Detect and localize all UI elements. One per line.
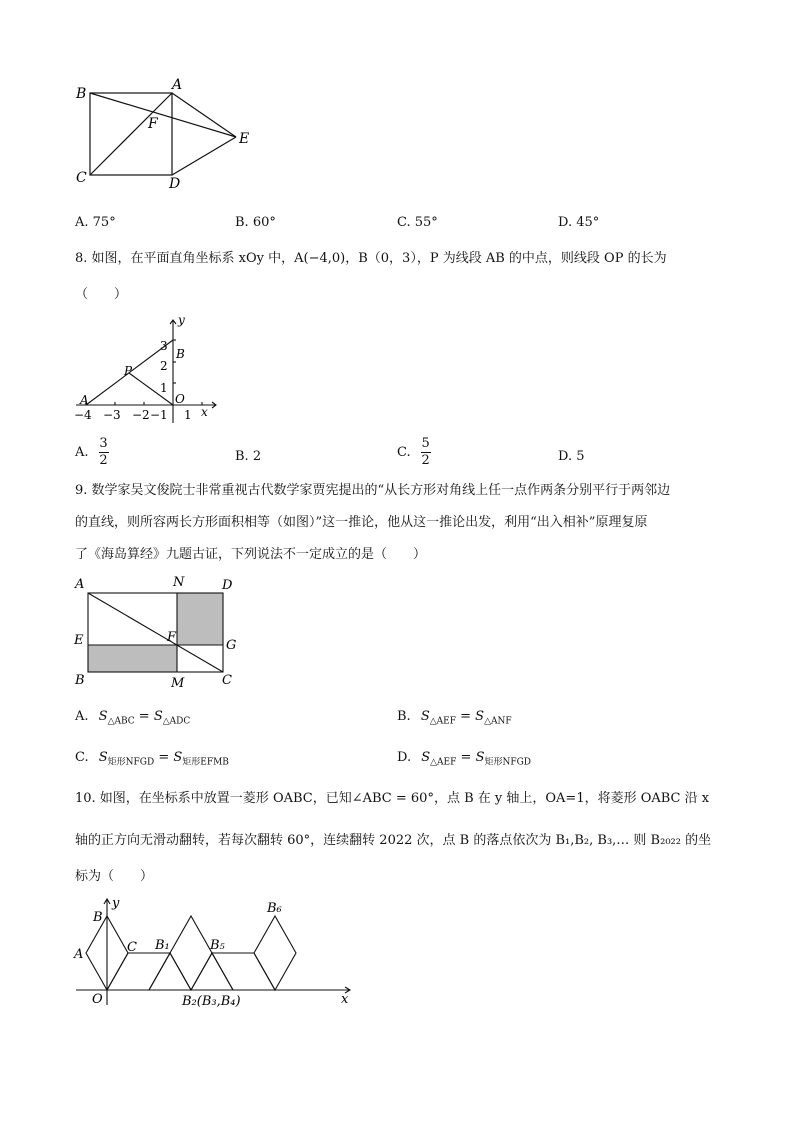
q8-option-a bbox=[75, 436, 109, 469]
q8-option-c-fraction bbox=[421, 436, 431, 469]
q8-tick-x-neg3: −3 bbox=[103, 408, 121, 422]
q10-question-line-3: 标为（ ） bbox=[75, 869, 154, 884]
q8-axis-x: x bbox=[201, 405, 208, 419]
q10-label-A: A bbox=[74, 947, 84, 962]
q9-option-c-lhs: 矩形NFGD bbox=[107, 757, 155, 768]
q8-tick-x-neg4: −4 bbox=[74, 408, 92, 422]
q8-tick-y-3: 3 bbox=[160, 339, 168, 353]
q9-option-b-lhs: △AEF bbox=[429, 716, 456, 727]
q8-option-a-prefix: A. bbox=[75, 445, 89, 460]
q7-label-D: D bbox=[169, 176, 181, 192]
q9-option-a-rhs: △ADC bbox=[162, 716, 191, 727]
q9-option-a: A. $S_{\triangle ABC} = S_{\triangle ADC}$ bbox=[75, 709, 191, 727]
q9-label-G: G bbox=[226, 638, 237, 653]
q9-option-b-rhs: △ANF bbox=[484, 716, 512, 727]
q9-label-F: F bbox=[167, 630, 177, 645]
q10-label-B2: B₂(B₃,B₄) bbox=[182, 994, 241, 1009]
q9-label-M: M bbox=[171, 676, 185, 691]
q7-label-F: F bbox=[148, 116, 158, 132]
q8-option-a-denominator: 2 bbox=[99, 453, 108, 468]
q9-option-c: C. $S_{矩形NFGD} = S_{矩形EFMB}$ bbox=[75, 750, 229, 768]
q8-tick-x-1: 1 bbox=[184, 408, 192, 422]
q10-axis-y: y bbox=[112, 896, 120, 911]
q10-label-B: B bbox=[93, 910, 103, 925]
q7-label-E: E bbox=[239, 131, 250, 147]
q9-option-d-lhs: △AEF bbox=[430, 757, 457, 768]
q9-label-E: E bbox=[74, 633, 84, 648]
q8-tick-x-neg1: −1 bbox=[150, 408, 168, 422]
q9-option-b-label: B. bbox=[397, 709, 411, 724]
q8-option-b: B. 2 bbox=[235, 449, 262, 464]
q8-label-O: O bbox=[175, 392, 185, 406]
q8-option-d: D. 5 bbox=[558, 449, 585, 464]
q10-question-line-1: 10. 如图，在坐标系中放置一菱形 OABC，已知∠ABC = 60°，点 B 在 y 轴上，OA=1，将菱形 OABC 沿 x bbox=[75, 791, 710, 806]
q8-tick-x-neg2: −2 bbox=[132, 408, 150, 422]
q8-label-B: B bbox=[176, 347, 185, 361]
q7-option-c: C. 55° bbox=[397, 215, 438, 230]
q7-label-B: B bbox=[76, 86, 87, 102]
q8-option-a-fraction bbox=[99, 436, 109, 469]
q8-option-c-prefix: C. bbox=[397, 445, 411, 460]
q8-figure bbox=[70, 312, 230, 427]
q10-axis-x: x bbox=[341, 992, 349, 1007]
q8-option-c bbox=[397, 436, 431, 469]
q10-label-B1: B₁ bbox=[155, 938, 170, 953]
q9-option-a-label: A. bbox=[75, 709, 89, 724]
q7-label-C: C bbox=[76, 170, 87, 186]
q10-question-line-2: 轴的正方向无滑动翻转，若每次翻转 60°，连续翻转 2022 次，点 B 的落点依次为 B₁,B₂, B₃,… 则 B₂₀₂₂ 的坐 bbox=[75, 833, 712, 848]
q10-label-C: C bbox=[127, 940, 137, 955]
q8-label-A: A bbox=[80, 393, 89, 407]
q10-figure bbox=[70, 895, 360, 1015]
q7-label-A: A bbox=[172, 77, 183, 93]
q8-answer-paren: （ ） bbox=[75, 287, 128, 302]
q9-label-B: B bbox=[75, 673, 85, 688]
q9-figure bbox=[70, 574, 250, 694]
q9-option-d-label: D. bbox=[397, 750, 412, 765]
q9-label-A: A bbox=[75, 577, 85, 592]
q8-question-text: 8. 如图，在平面直角坐标系 xOy 中，A(−4,0)，B（0，3），P 为线段 AB 的中点，则线段 OP 的长为 bbox=[75, 251, 667, 266]
q8-option-a-numerator: 3 bbox=[99, 436, 108, 451]
q8-option-c-numerator: 5 bbox=[421, 436, 430, 451]
q8-tick-y-2: 2 bbox=[160, 359, 168, 373]
q8-axis-y: y bbox=[178, 313, 185, 327]
q10-label-B5: B₅ bbox=[210, 938, 225, 953]
q9-option-a-lhs: △ABC bbox=[107, 716, 135, 727]
q9-question-line-3: 了《海岛算经》九题古证，下列说法不一定成立的是（ ） bbox=[75, 547, 427, 562]
q8-option-c-denominator: 2 bbox=[421, 453, 430, 468]
q9-question-line-1: 9. 数学家吴文俊院士非常重视古代数学家贾宪提出的“从长方形对角线上任一点作两条分别平行于两邻边 bbox=[75, 483, 671, 498]
q8-tick-y-1: 1 bbox=[160, 381, 168, 395]
q9-option-b: B. $S_{\triangle AEF} = S_{\triangle ANF}$ bbox=[397, 709, 512, 727]
q9-option-d: D. $S_{\triangle AEF} = S_{矩形NFGD}$ bbox=[397, 750, 531, 768]
q9-question-line-2: 的直线，则所容两长方形面积相等（如图）”这一推论，他从这一推论出发，利用“出入相补”原理复原 bbox=[75, 515, 648, 530]
q9-option-c-label: C. bbox=[75, 750, 89, 765]
q7-option-d: D. 45° bbox=[558, 215, 600, 230]
q10-label-O: O bbox=[92, 992, 103, 1007]
q10-label-B6: B₆ bbox=[267, 901, 282, 916]
q7-option-a: A. 75° bbox=[75, 215, 116, 230]
q9-option-d-rhs: 矩形NFGD bbox=[484, 757, 531, 768]
q9-label-N: N bbox=[173, 575, 185, 590]
q7-figure bbox=[70, 74, 270, 194]
q9-option-c-rhs: 矩形EFMB bbox=[182, 757, 229, 768]
q9-label-C: C bbox=[222, 673, 232, 688]
q9-label-D: D bbox=[222, 578, 233, 593]
q7-option-b: B. 60° bbox=[235, 215, 276, 230]
q8-label-P: P bbox=[124, 364, 133, 378]
